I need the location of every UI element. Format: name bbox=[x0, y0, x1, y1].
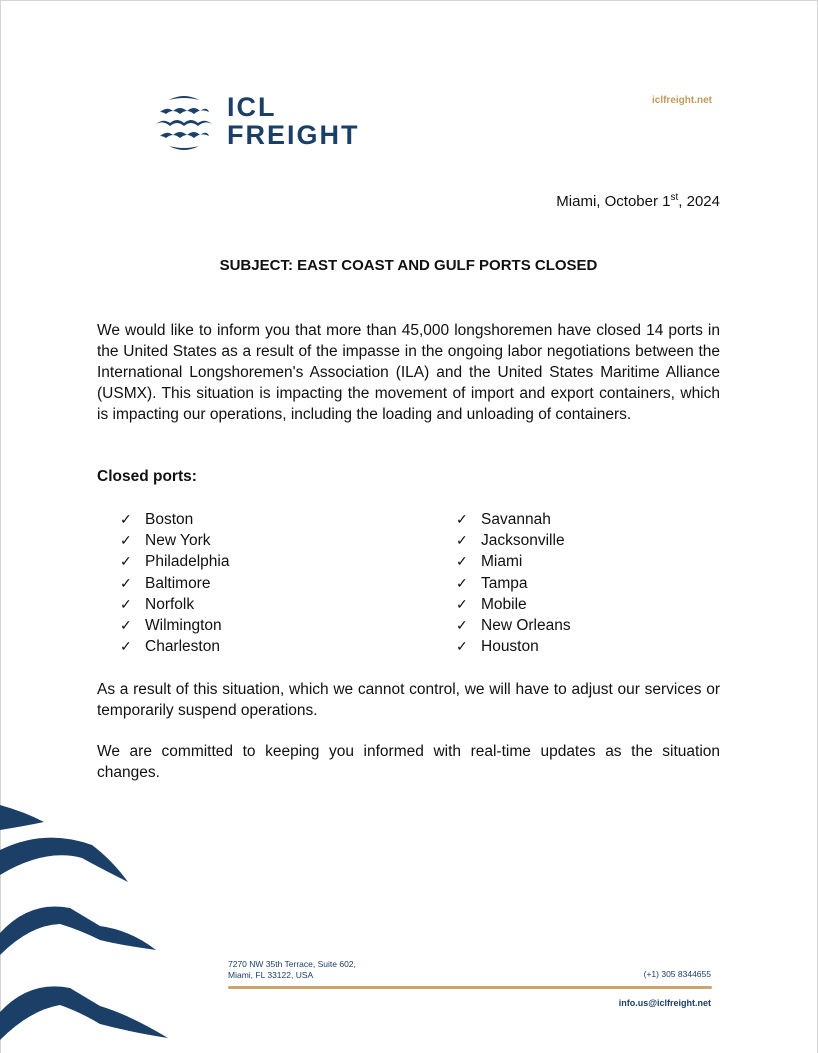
address-line2: Miami, FL 33122, USA bbox=[228, 970, 314, 980]
checkmark-icon: ✓ bbox=[456, 638, 468, 655]
port-name: Jacksonville bbox=[481, 532, 565, 550]
address-line1: 7270 NW 35th Terrace, Suite 602, bbox=[228, 959, 356, 969]
footer-email[interactable]: info.us@iclfreight.net bbox=[618, 998, 711, 1008]
port-list-item bbox=[120, 615, 229, 636]
checkmark-icon: ✓ bbox=[456, 532, 468, 549]
port-name: Houston bbox=[481, 638, 539, 656]
checkmark-icon: ✓ bbox=[120, 595, 132, 612]
port-list-item bbox=[456, 509, 571, 530]
waves-logo-icon bbox=[154, 93, 214, 151]
footer-address bbox=[228, 959, 356, 981]
port-list-item bbox=[120, 551, 229, 572]
port-list-item bbox=[120, 573, 229, 594]
footer-divider bbox=[228, 986, 712, 989]
commitment-paragraph: We are committed to keeping you informed with real-time updates as the situation changes. bbox=[97, 743, 720, 781]
port-list-item bbox=[456, 594, 571, 615]
footer-phone[interactable]: (+1) 305 8344655 bbox=[643, 969, 711, 979]
port-list-item bbox=[120, 636, 229, 657]
port-name: New Orleans bbox=[481, 616, 571, 634]
port-name: Norfolk bbox=[145, 595, 195, 613]
company-logo bbox=[154, 93, 394, 153]
ports-list-left bbox=[120, 509, 229, 657]
closed-ports-heading: Closed ports: bbox=[97, 468, 197, 485]
date-prefix: Miami, October 1 bbox=[556, 193, 671, 210]
checkmark-icon: ✓ bbox=[456, 595, 468, 612]
brand-name-line1: ICL bbox=[227, 92, 277, 122]
port-list-item bbox=[456, 573, 571, 594]
checkmark-icon: ✓ bbox=[456, 511, 468, 527]
checkmark-icon: ✓ bbox=[456, 574, 468, 591]
letter-subject: SUBJECT: EAST COAST AND GULF PORTS CLOSED bbox=[219, 257, 598, 274]
ports-list-right bbox=[456, 509, 571, 657]
date-year: , 2024 bbox=[678, 193, 720, 210]
checkmark-icon: ✓ bbox=[120, 574, 132, 591]
port-name: Tampa bbox=[481, 574, 528, 592]
letter-date bbox=[440, 192, 720, 210]
port-list-item bbox=[456, 530, 571, 551]
port-name: Baltimore bbox=[145, 574, 211, 592]
checkmark-icon: ✓ bbox=[120, 511, 132, 527]
port-name: Philadelphia bbox=[145, 553, 230, 571]
port-name: Savannah bbox=[481, 511, 551, 528]
date-ordinal: st bbox=[670, 192, 679, 203]
intro-paragraph: We would like to inform you that more than 45,000 longshoremen have closed 14 ports in the United States as a result of the impasse in the ongoing labor negotiations between the International Longshoremen's Association (ILA) and the United States Maritime Alliance (USMX). This situation is impacting the movement of import and export containers, which is impacting our operations, including the loading and unloading of containers. bbox=[97, 322, 720, 423]
port-name: Charleston bbox=[145, 638, 220, 656]
port-list-item bbox=[120, 530, 229, 551]
port-name: Mobile bbox=[481, 595, 527, 613]
port-list-item bbox=[120, 594, 229, 615]
port-list-item bbox=[456, 551, 571, 572]
port-list-item bbox=[456, 636, 571, 657]
checkmark-icon: ✓ bbox=[456, 616, 468, 633]
port-list-item bbox=[120, 509, 229, 530]
checkmark-icon: ✓ bbox=[120, 553, 132, 570]
port-name: New York bbox=[145, 532, 211, 550]
brand-name-line2: FREIGHT bbox=[227, 120, 360, 150]
checkmark-icon: ✓ bbox=[120, 532, 132, 549]
port-name: Wilmington bbox=[145, 616, 222, 634]
checkmark-icon: ✓ bbox=[456, 553, 468, 570]
port-list-item bbox=[456, 615, 571, 636]
checkmark-icon: ✓ bbox=[120, 638, 132, 655]
decorative-waves-graphic bbox=[0, 800, 170, 1053]
website-link[interactable]: iclfreight.net bbox=[651, 95, 712, 106]
port-name: Miami bbox=[481, 553, 523, 571]
consequence-paragraph: As a result of this situation, which we cannot control, we will have to adjust our services or temporarily suspend operations. bbox=[97, 681, 720, 719]
checkmark-icon: ✓ bbox=[120, 616, 132, 633]
port-name: Boston bbox=[145, 511, 194, 528]
